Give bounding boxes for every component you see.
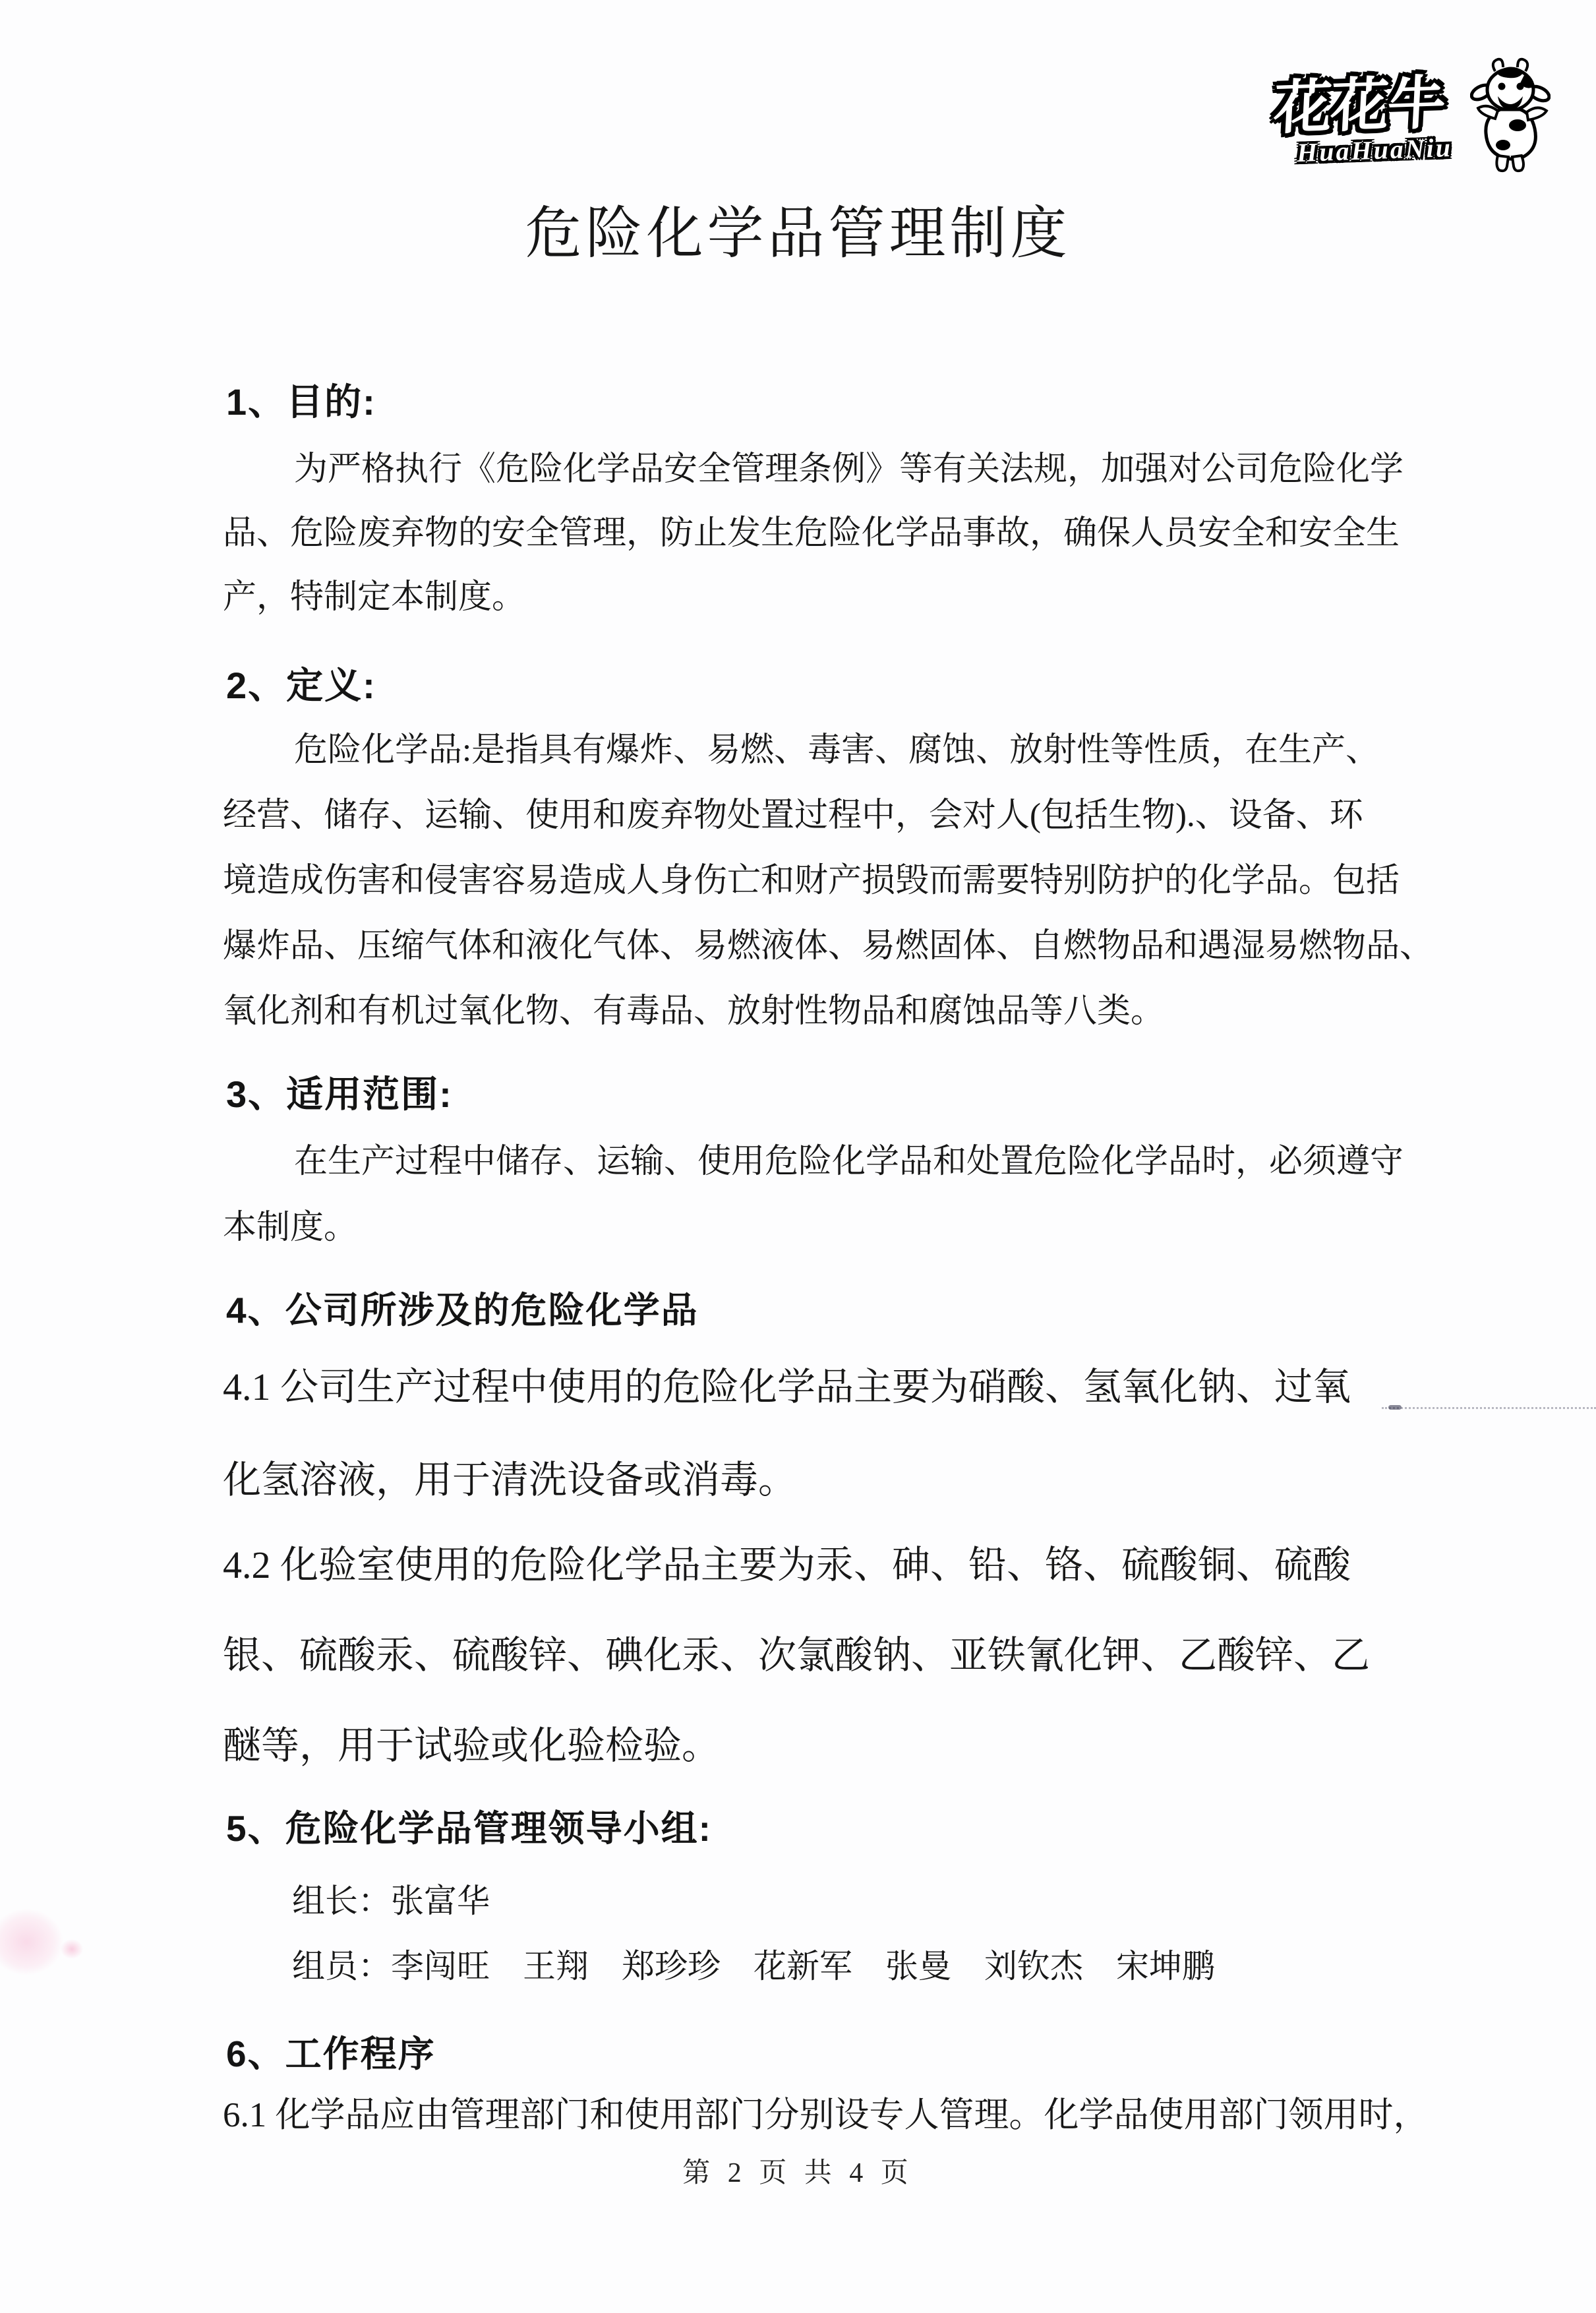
brand-name: 花花牛 xyxy=(1272,69,1446,141)
cow-mascot-icon xyxy=(1470,57,1551,182)
document-title: 危险化学品管理制度 xyxy=(525,202,1071,265)
paragraph-line: 4.2 化验室使用的危险化学品主要为汞、砷、铅、铬、硫酸铜、硫酸 xyxy=(223,1544,1351,1586)
paragraph-line: 品、危险废弃物的安全管理，防止发生危险化学品事故，确保人员安全和安全生 xyxy=(223,515,1400,552)
paragraph-line: 为严格执行《危险化学品安全管理条例》等有关法规，加强对公司危险化学 xyxy=(294,451,1404,488)
section-3-paragraph xyxy=(223,1129,1409,1261)
paragraph-line: 产，特制定本制度。 xyxy=(223,579,526,616)
paragraph-line: 本制度。 xyxy=(223,1209,358,1246)
page-number: 第 2 页 共 4 页 xyxy=(682,2158,914,2188)
section-6-heading: 6、工作程序 xyxy=(226,2033,436,2074)
scan-artifact-dotted-line xyxy=(1382,1407,1596,1409)
scan-artifact-dash xyxy=(1388,1405,1402,1410)
paragraph-line: 爆炸品、压缩气体和液化气体、易燃液体、易燃固体、自燃物品和遇湿易燃物品、 xyxy=(223,928,1434,965)
paragraph-line: 化氢溶液，用于清洗设备或消毒。 xyxy=(223,1458,797,1501)
paragraph-line: 经营、储存、运输、使用和废弃物处置过程中，会对人(包括生物).、设备、环 xyxy=(223,797,1363,834)
section-2-paragraph xyxy=(223,718,1434,1044)
section-1-heading: 1、目的: xyxy=(226,381,376,423)
group-leader: 组长：张富华 xyxy=(292,1882,490,1919)
section-5-heading: 5、危险化学品管理领导小组: xyxy=(226,1808,712,1849)
scan-artifact-pink-dot xyxy=(57,1936,87,1962)
section-2-heading: 2、定义: xyxy=(226,665,376,706)
clause-4-2 xyxy=(223,1520,1409,1791)
paragraph-line: 银、硫酸汞、硫酸锌、碘化汞、次氯酸钠、亚铁氰化钾、乙酸锌、乙 xyxy=(223,1634,1371,1677)
paragraph-line: 在生产过程中储存、运输、使用危险化学品和处置危险化学品时，必须遵守 xyxy=(294,1143,1404,1180)
clause-4-1 xyxy=(223,1340,1409,1526)
section-1-paragraph xyxy=(223,438,1409,630)
section-3-heading: 3、适用范围: xyxy=(226,1073,453,1115)
section-4-heading: 4、公司所涉及的危险化学品 xyxy=(226,1290,699,1331)
paragraph-line: 境造成伤害和侵害容易造成人身伤亡和财产损毁而需要特别防护的化学品。包括 xyxy=(223,862,1400,899)
paragraph-line: 6.1 化学品应由管理部门和使用部门分别设专人管理。化学品使用部门领用时， xyxy=(223,2096,1429,2134)
brand-logo xyxy=(1269,58,1552,187)
clause-6-1 xyxy=(223,2089,1429,2142)
leading-group-list xyxy=(292,1869,1479,1999)
group-members: 组员：李闯旺 王翔 郑珍珍 花新军 张曼 刘钦杰 宋坤鹏 xyxy=(292,1948,1215,1985)
brand-romanization: HuaHuaNiu xyxy=(1296,132,1453,168)
paragraph-line: 危险化学品:是指具有爆炸、易燃、毒害、腐蚀、放射性等性质，在生产、 xyxy=(294,732,1380,769)
paragraph-line: 4.1 公司生产过程中使用的危险化学品主要为硝酸、氢氧化钠、过氧 xyxy=(223,1366,1351,1408)
paragraph-line: 氧化剂和有机过氧化物、有毒品、放射性物品和腐蚀品等八类。 xyxy=(223,993,1165,1030)
paragraph-line: 醚等，用于试验或化验检验。 xyxy=(223,1724,721,1767)
